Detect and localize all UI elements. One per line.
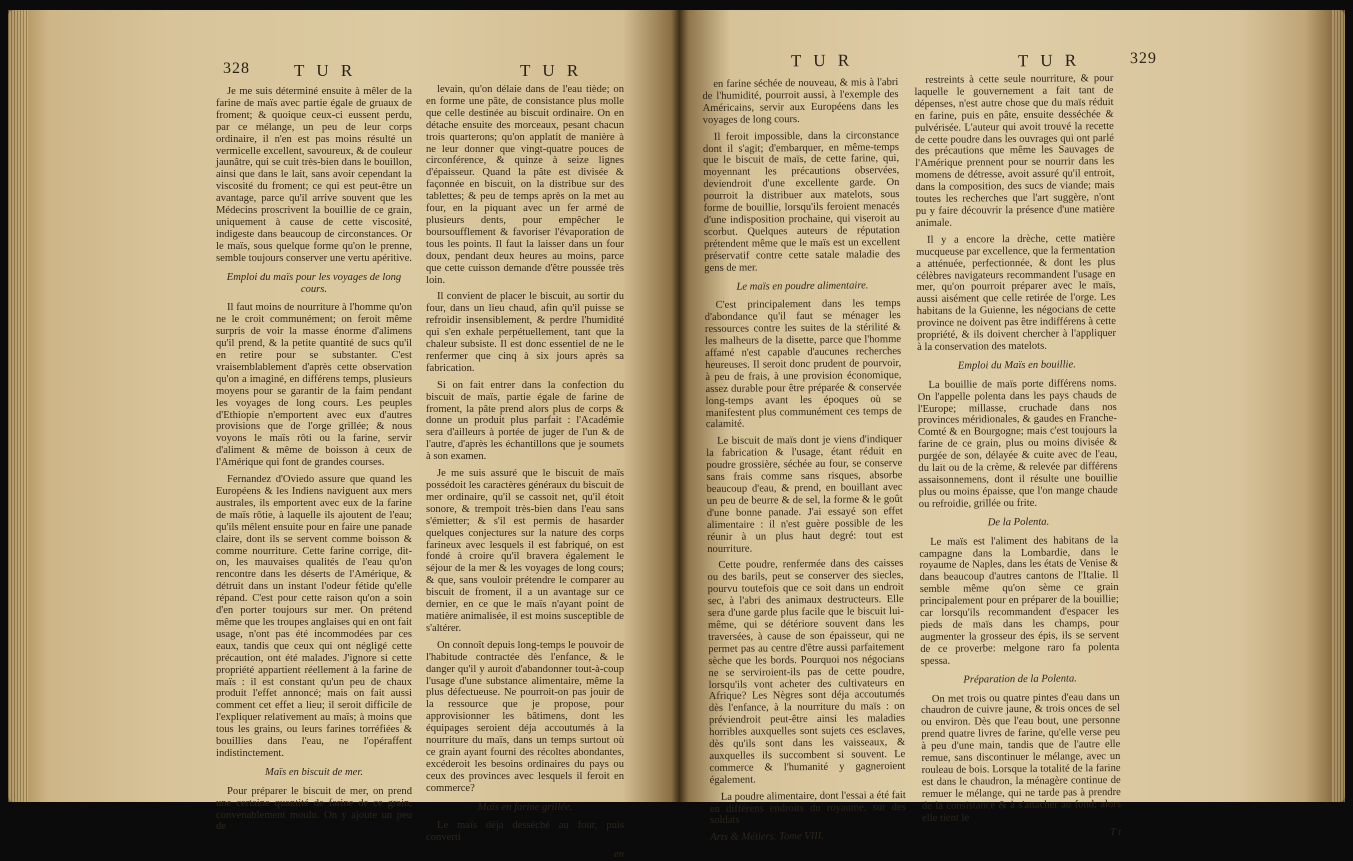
left-running-title: T U R [294,61,357,80]
paragraph: levain, qu'on délaie dans de l'eau tiède; on en forme une pâte, de consistance plus molle que celle destinée au biscuit ordinaire. On en détache ensuite des morceaux, pesant chacun trois quarterons; qu'on applatit de manière à ne leur donner que vingt-quatre pouces de circonférence, & quinze à seize lignes d'épaisseur. Quand la pâte est divisée & façonnée en biscuit, on la distribue sur des tablettes; & peu de temps après on la met au four, en la piquant avec un fer armé de plusieurs dents, pour empêcher le boursoufflement & favoriser l'évaporation de tous les points. Il faut la laisser dans un four doux, pendant deux heures au moins, parce que cette cuisson demande d'être poussée très loin. [426,84,624,286]
right-running-title: T U R [1017,50,1081,71]
paragraph: Cette poudre, renfermée dans des caisses ou des barils, peut se conserver des siecles, pourvu toutefois que ce soit dans un endroit sec, à l'abri des animaux destructeurs. Elle sera d'une garde plus facile que le biscuit lui-même, qui se détériore souvent dans les traversées, à cause de son épaisseur, qui ne permet pas au centre d'être aussi parfaitement sèche que les bords. Pourquoi nos négocians ne se serviroient-ils pas de cette poudre, lorsqu'ils vont acheter des cultivateurs en Afrique? Les Nègres sont déja accoutumés dès l'enfance, à la nourriture du maïs : on préviendroit peut-être ainsi les maladies horribles auxquelles sont sujets ces esclaves, dès qu'ils sont dans les vaisseaux, & auxquelles ils succombent si souvent. Le commerce & l'humanité y gagneroient également. [707,558,906,786]
open-book [8,10,1345,861]
paragraph: Je me suis assuré que le biscuit de maïs possédoit les caractères généraux du biscuit de mer ordinaire, qu'il se cassoit net, qu'il étoit sonore, & trempoit très-bien dans l'eau sans s'émietter; & s'il est permis de hasarder quelques conjectures sur la nature des corps farineux avec lesquels il est fabriqué, on est fondé à croire qu'il bravera également le séjour de la mer & les voyages de long cours; & que, sans vouloir prétendre le comparer au biscuit de froment, il a un avantage sur ce dernier, en ce que le maïs n'ayant point de matière animalisée, il est moins susceptible de s'altérer. [426,468,624,634]
paragraph: C'est principalement dans les temps d'abondance qu'il faut se ménager les ressources contre les suites de la stérilité & les malheurs de la disette, parce que l'homme affamé n'est capable d'aucunes recherches heureuses. Il seroit donc prudent de pourvoir, à peu de frais, à une provision économique, assez durable pour être préparée & conservée long-temps avant les époques où se manifestent plus communément ces temps de calamité. [704,298,902,431]
right-col-1 [702,76,906,844]
paragraph: Il faut moins de nourriture à l'homme qu'on ne le croit communément; on feroit même surpris de voir la masse énorme d'alimens qu'il prend, & la petite quantité de sucs qu'il en retire pour se substanter. C'est vraisemblablement d'après cette observation qu'on a imaginé, en différens temps, plusieurs moyens pour se garantir de la faim pendant les voyages de long cours. Les peuples d'Ethiopie n'emportent avec eux d'autres provisions que de l'orge grillée; & nous voyons le maïs rôti ou la farine, servir d'aliment & même de boisson à ceux de l'Amérique qui font de grandes courses. [216,302,412,469]
paragraph: On connoît depuis long-temps le pouvoir de l'habitude contractée dès l'enfance, & le danger qu'il y auroit d'abandonner tout-à-coup l'usage d'une substance alimentaire, même la plus défectueuse. Ne pourroit-on pas jouir de la ressource que je propose, pour approvisionner les bâtimens, dont les équipages seroient déja accoutumés à la nourriture du maïs, dans un temps surtout où ce grain ayant fourni des récoltes abondantes, excéderoit les besoins ordinaires du pays ou ceux des provinces avec lesquels il feroit en commerce? [426,639,624,794]
paragraph: Le maïs est l'aliment des habitans de la campagne dans la Lombardie, dans le royaume de Naples, dans les états de Venise & dans beaucoup d'autres cantons de l'Italie. Il semble même qu'on sème ce grain principalement pour en préparer de la bouillie; car lorsqu'ils recommandent d'espacer les pieds de maïs dans les champs, pour augmenter la grosseur des épis, ils se servent de ce proverbe: melgone raro fa polenta spessa. [919,534,1120,667]
paragraph: Le biscuit de maïs dont je viens d'indiquer la fabrication & l'usage, étant réduit en poudre grossière, séchée au four, se conserve sans frais comme sans risques, absorbe beaucoup d'eau, & prend, en bouillant avec un peu de beurre & de sel, la forme & le goût d'une bonne panade. J'ai essayé son effet alimentaire : il n'est guère possible de les réunir à un plus haut degré: tout est nourriture. [706,434,904,555]
paragraph: restreints à cette seule nourriture, & pour laquelle le gouvernement a fait tant de dépenses, n'est autre chose que du maïs réduit en farine, puis en pâte, ensuite desséchée & pulvérisée. L'auteur qui avoit trouvé la recette de cette poudre dans les ouvrages qui ont parlé des précautions que même les Sauvages de l'Amérique prennent pour se nourrir dans les momens de détresse, avoit assuré qu'il entroit, dans la composition, des sucs de viande; mais toutes les recherches que l'art suggère, n'ont pu y faire découvrir la présence d'une matière animale. [914,72,1115,229]
section-heading: Préparation de la Polenta. [963,672,1077,686]
right-col-2 [914,72,1122,839]
catchword: T t [1109,827,1122,839]
paragraph: Fernandez d'Oviedo assure que quand les Européens & les Indiens naviguent aux mers australes, ils emportent avec eux de la farine de maïs rôtie, à laquelle ils ajoutent de l'eau; qu'ils mêlent ensuite pour en faire une panade claire, dont ils se servent comme boisson & comme nourriture. Cette farine corrige, dit-on, les mauvaises qualités de l'eau qu'on rencontre dans les déserts de l'Amérique, & détruit dans un instant l'odeur fétide qu'elle répand. C'est pour cette raison qu'on a soin d'en porter toujours sur mer. On prétend même que les troupes anglaises qui en ont fait usage, n'ont pas été incommodées par ces eaux, tandis que ceux qui ont négligé cette précaution, ont été malades. J'ignore si cette propriété appartient réellement à la farine de maïs : il est constant qu'un peu de chaux produit l'effet annoncé; mais on fait aussi comment cet effet a lieu; il seroit difficile de l'expliquer relativement au maïs; à moins que tous les grains, ou leurs farines torréfiées & bouillies dans l'eau, ne l'opéraffent indistinctement. [216,474,412,759]
section-heading: Maïs en biscuit de mer. [265,766,363,778]
right-page [678,10,1345,844]
section-heading: Emploi du Maïs en bouillie. [957,359,1076,372]
paragraph: Je me suis déterminé ensuite à mêler de la farine de maïs avec partie égale de gruaux de froment; & quoique ceux-ci eussent perdu, par ce mélange, un peu de leur corps ordinaire, il n'en est pas moins résulté un vermicelle excellent, savoureux, & de couleur jaunâtre, qui se cuit très-bien dans le bouillon, ainsi que dans le lait, sans avoir cependant la viscosité du froment; ce qui est peut-être un avantage, parce qu'il arrive souvent que les Médecins proscrivent la bouillie de ce grain, uniquement à cause de cette viscosité, indigeste dans beaucoup de circonstances. Or le maïs, sous quelque forme qu'on le prenne, semble toujours conserver une vertu apéritive. [216,86,412,264]
paragraph: On met trois ou quatre pintes d'eau dans un chaudron de cuivre jaune, & trois onces de sel ou environ. Dès que l'eau bout, une personne prend quatre livres de farine, qu'elle verse peu à peu d'une main, tandis que de l'autre elle remue, sans discontinuer le mélange, avec un rouleau de bois. Lorsque la totalité de la farine est dans le chaudron, la ménagère continue de remuer le mélange, qui ne tarde pas à prendre de la consistance & à s'attacher au fond; alors elle tient le [920,691,1121,824]
section-heading: De la Polenta. [987,516,1050,529]
catchword: en [614,849,624,861]
right-page-number: 329 [1129,49,1158,68]
paragraph: Pour préparer le biscuit de mer, on prend une certaine quantité de farine de ce grain, convenablement moulu. On y ajoute un peu de [216,785,412,833]
paragraph: Le maïs déja desséché au four, puis converti [426,820,624,844]
section-heading: Le maïs en poudre alimentaire. [736,279,869,293]
left-col-1 [216,86,412,833]
paragraph: La poudre alimentaire, dont l'essai a été fait en différens endroits du royaume, sur des soldats [709,789,906,827]
paragraph: Il convient de placer le biscuit, au sortir du four, dans un lieu chaud, afin qu'il puisse se refroidir insensiblement, & perdre l'humidité qui s'en exhale perpétuellement, tant que la chaleur subsiste. Il est donc essentiel de ne le renfermer que cinq à six jours après sa fabrication. [426,291,624,374]
left-col-2 [426,84,624,861]
paragraph: La bouillie de maïs porte différens noms. On l'appelle polenta dans les pays chauds de l'Europe; millasse, cruchade dans nos provinces méridionales, & gaudes en Franche-Comté & en Bourgogne; mais c'est toujours la farine de ce grain, plus ou moins divisée & purgée de son, délayée & cuite avec de l'eau, du lait ou de la crème, & relevée par différens assaisonnemens, dont il résulte une bouillie plus ou moins épaisse, que l'on mange chaude ou refroidie, grillée ou frite. [917,377,1118,510]
catchword: Arts & Métiers. Tome VIII. [710,831,825,844]
left-page [8,10,668,861]
right-running-title-col1: T U R [790,50,854,71]
paragraph: en farine séchée de nouveau, & mis à l'abri de l'humidité, pourroit aussi, à l'exemple des Américains, servir aux Européens dans les voyages de long cours. [702,76,899,126]
paragraph: Il y a encore la drèche, cette matière mucqueuse par excellence, que la fermentation a atténuée, perfectionnée, & dont les plus célèbres navigateurs recommandent l'usage en mer, qu'on pourroit préparer avec le maïs, aussi aisément que celle retirée de l'orge. Les habitans de la Guienne, les négocians de cette province ne doivent pas être indifférens à cette propriété, & ils doivent chercher à l'appliquer à la conservation des matelots. [916,232,1117,353]
paragraph: Si on fait entrer dans la confection du biscuit de maïs, partie égale de farine de froment, la pâte prend alors plus de corps & donne un produit plus parfait : l'Académie sera d'ailleurs à portée de juger de l'un & de l'autre, d'après les échantillons que je soumets à son examen. [426,379,624,463]
left-running-title-col2: T U R [520,61,583,80]
section-heading: Maïs en farine grillée. [477,801,573,813]
left-page-number: 328 [223,60,250,77]
section-heading: Emploi du maïs pour les voyages de long cours. [226,271,402,295]
paragraph: Il feroit impossible, dans la circonstance dont il s'agit; d'embarquer, en même-temps que le biscuit de maïs, de cette farine, qui, moyennant les précautions observées, deviendroit d'une excellente garde. On pourroit la distribuer aux matelots, sous forme de bouillie, lorsqu'ils feroient menacés d'une indisposition prochaine, qui viseroit au scorbut. Quelques auteurs de réputation prétendent même que le maïs est un excellent préservatif contre cette satale maladie des gens de mer. [702,129,901,274]
